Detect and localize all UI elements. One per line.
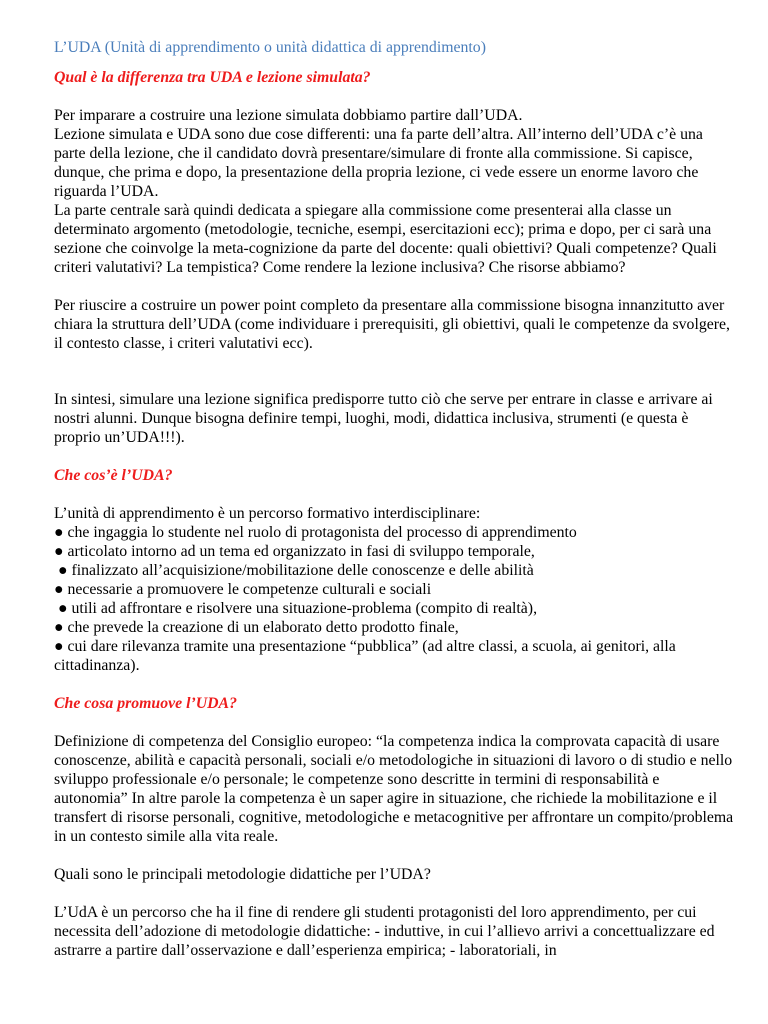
- paragraph: Definizione di competenza del Consiglio europeo: “la competenza indica la comprovata capacità di usare conoscenze, abilità e capacità personali, sociali e/o metodologiche in situazioni di lavoro o di studio e nello sviluppo professionale e/o personale; le competenze sono descritte in termini di responsabilità e autonomia” In altre parole la competenza è un saper agire in situazione, che richiede la mobilitazione e il transfert di risorse personali, cognitive, metodologiche e metacognitive per affrontare un compito/problema in un contesto simile alla vita reale.: [54, 733, 734, 845]
- list-item: ● necessarie a promuovere le competenze culturali e sociali: [54, 581, 432, 598]
- paragraph: Quali sono le principali metodologie didattiche per l’UDA?: [54, 866, 431, 883]
- paragraph: L’unità di apprendimento è un percorso formativo interdisciplinare:: [54, 505, 481, 522]
- section-heading-what-is: Che cos’è l’UDA?: [54, 467, 173, 484]
- paragraph: In sintesi, simulare una lezione significa predisporre tutto ciò che serve per entrare in classe e arrivare ai nostri alunni. Dunque bisogna definire tempi, luoghi, modi, didattica inclusiva, strumenti (e questa è proprio un’UDA!!!).: [54, 391, 713, 446]
- document-page: [54, 38, 734, 960]
- list-item: ● articolato intorno ad un tema ed organizzato in fasi di sviluppo temporale,: [54, 543, 535, 560]
- list-item: ● che prevede la creazione di un elaborato detto prodotto finale,: [54, 619, 459, 636]
- list-item: ● utili ad affrontare e risolvere una situazione-problema (compito di realtà),: [58, 600, 538, 617]
- list-item: ● cui dare rilevanza tramite una presentazione “pubblica” (ad altre classi, a scuola, ai genitori, alla cittadinanza).: [54, 638, 676, 674]
- paragraph: L’UdA è un percorso che ha il fine di rendere gli studenti protagonisti del loro apprendimento, per cui necessita dell’adozione di metodologie didattiche: - induttive, in cui l’allievo arrivi a concettualizzare ed astrarre a partire dall’osservazione e dall’esperienza empirica; - laboratoriali, in: [54, 904, 715, 959]
- section-heading-difference: Qual è la differenza tra UDA e lezione simulata?: [54, 69, 371, 86]
- list-item: ● finalizzato all’acquisizione/mobilitazione delle conoscenze e delle abilità: [58, 562, 534, 579]
- document-title: L’UDA (Unità di apprendimento o unità didattica di apprendimento): [54, 39, 486, 56]
- section-heading-promotes: Che cosa promuove l’UDA?: [54, 695, 237, 712]
- paragraph: Per riuscire a costruire un power point completo da presentare alla commissione bisogna innanzitutto aver chiara la struttura dell’UDA (come individuare i prerequisiti, gli obiettivi, quali le competenze da svolgere, il contesto classe, i criteri valutativi ecc).: [54, 297, 730, 352]
- paragraph: Lezione simulata e UDA sono due cose differenti: una fa parte dell’altra. All’interno dell’UDA c’è una parte della lezione, che il candidato dovrà presentare/simulare di fronte alla commissione. Si capisce, dunque, che prima e dopo, la presentazione della propria lezione, ci vede essere un enorme lavoro che riguarda l’UDA.: [54, 126, 703, 200]
- bullet-list: [54, 523, 734, 675]
- paragraph: La parte centrale sarà quindi dedicata a spiegare alla commissione come presenterai alla classe un determinato argomento (metodologie, tecniche, esempi, esercitazioni ecc); prima e dopo, per ci sarà una sezione che coinvolge la meta-cognizione da parte del docente: quali obiettivi? Quali competenze? Quali criteri valutativi? La tempistica? Come rendere la lezione inclusiva? Che risorse abbiamo?: [54, 202, 717, 276]
- list-item: ● che ingaggia lo studente nel ruolo di protagonista del processo di apprendimento: [54, 524, 577, 541]
- paragraph: Per imparare a costruire una lezione simulata dobbiamo partire dall’UDA.: [54, 107, 523, 124]
